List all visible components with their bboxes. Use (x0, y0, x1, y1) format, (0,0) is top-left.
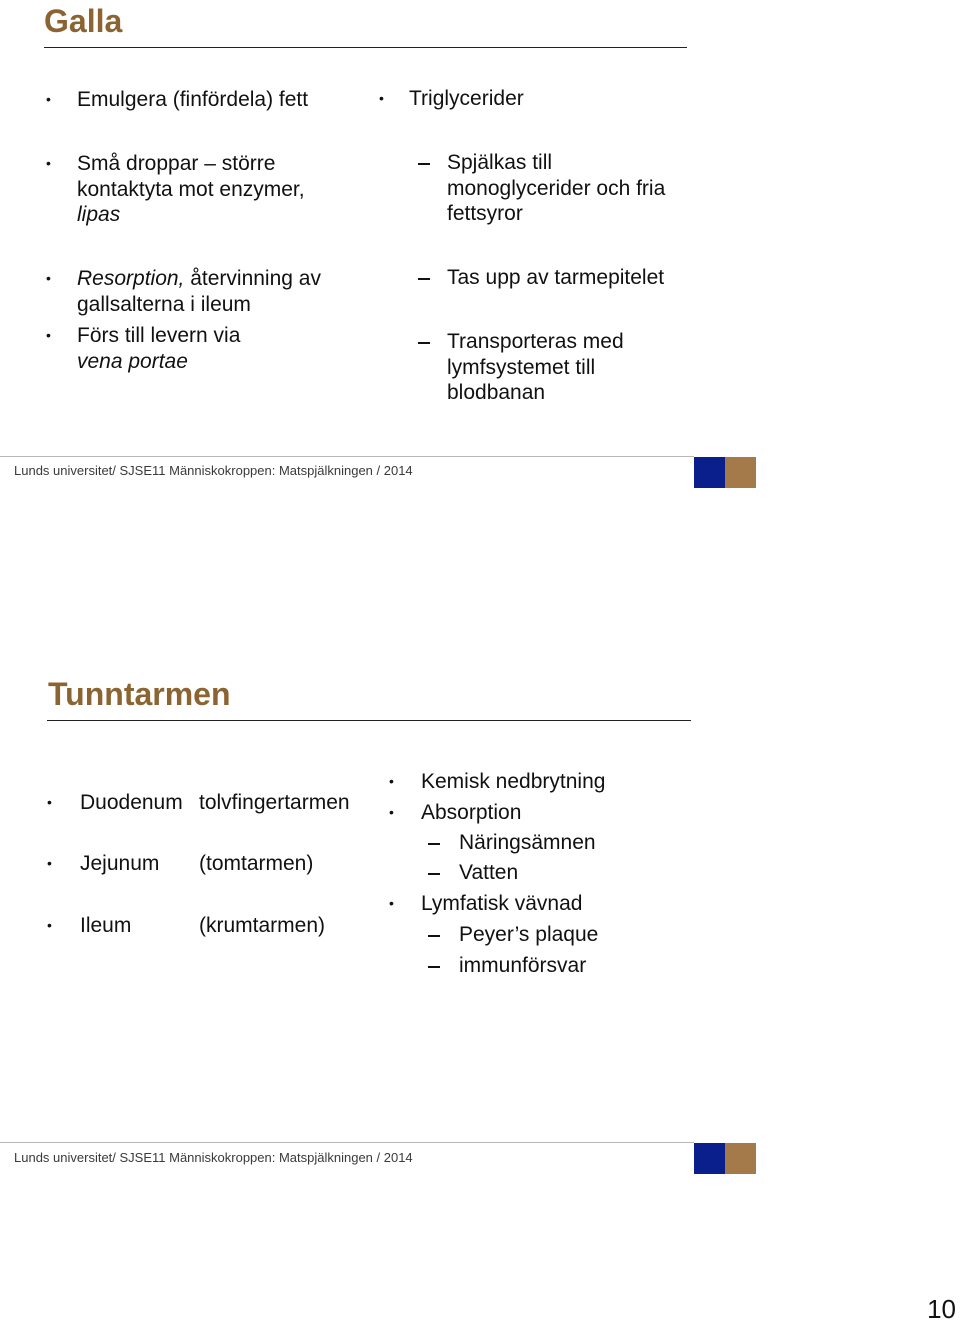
slide1-right-dash-3-line3: blodbanan (447, 381, 546, 404)
bullet: • (47, 794, 52, 810)
resorption-term: Resorption, (77, 267, 185, 290)
slide1-title: Galla (44, 3, 123, 39)
slide1-right-dash-1-line1: Spjälkas till (447, 151, 553, 174)
bullet: • (389, 773, 394, 789)
page-number: 10 (927, 1294, 956, 1324)
slide2-right-bullet-1: Kemisk nedbrytning (421, 770, 606, 793)
slide1-right-dash-3-line2: lymfsystemet till (447, 355, 596, 379)
slide2-right-bullet-2: Absorption (421, 801, 522, 824)
dash (428, 843, 440, 845)
slide2-term-3: Ileum (80, 914, 132, 937)
slide1-left-bullet-2-line1: Små droppar – större (77, 152, 276, 175)
slide2-footer-rule (0, 1142, 694, 1143)
slide1-left-bullet-2-line2: kontaktyta mot enzymer, (77, 177, 305, 201)
slide1-logo-brown-block (725, 457, 756, 488)
dash (428, 966, 440, 968)
slide2-right-dash-4: immunförsvar (459, 954, 587, 977)
dash (418, 342, 430, 344)
dash (418, 278, 430, 280)
slide2-right-dash-2: Vatten (459, 861, 519, 884)
slide1-right-dash-1-line2: monoglycerider och fria (447, 176, 666, 200)
bullet: • (46, 91, 51, 107)
slide2-logo-blue-block (694, 1143, 725, 1174)
slide1-footer-text: Lunds universitet/ SJSE11 Människokroppen: Matspjälkningen / 2014 (14, 463, 413, 478)
slide2-title: Tunntarmen (48, 676, 231, 712)
slide1-right-dash-1-line3: fettsyror (447, 202, 523, 225)
slide1-right-dash-3-line1: Transporteras med (447, 330, 624, 353)
dash (428, 935, 440, 937)
slide1-right-bullet-1: Triglycerider (409, 87, 524, 110)
bullet: • (46, 327, 51, 343)
slide1-left-bullet-3-line1 (77, 266, 321, 292)
slide2-right-bullet-3: Lymfatisk vävnad (421, 892, 583, 915)
slide2-desc-2: (tomtarmen) (199, 852, 314, 875)
slide1-left-bullet-4-line1: Förs till levern via (77, 324, 241, 347)
slide2-term-2: Jejunum (80, 852, 160, 875)
slide2-desc-1: tolvfingertarmen (199, 791, 350, 814)
slide1-title-rule (44, 47, 687, 48)
slide1-footer-rule (0, 456, 694, 457)
slide2-right-dash-1: Näringsämnen (459, 831, 596, 854)
slide1-left-bullet-3-line2: gallsalterna i ileum (77, 292, 251, 316)
slide2-footer-text: Lunds universitet/ SJSE11 Människokroppen: Matspjälkningen / 2014 (14, 1150, 413, 1165)
bullet: • (46, 155, 51, 171)
dash (428, 873, 440, 875)
resorption-rest: återvinning av (184, 267, 321, 290)
bullet: • (379, 90, 384, 106)
slide2-right-dash-3: Peyer’s plaque (459, 923, 599, 946)
slide1-right-dash-2: Tas upp av tarmepitelet (447, 266, 665, 289)
slide1-logo-blue-block (694, 457, 725, 488)
slide1-left-bullet-4-line2: vena portae (77, 349, 188, 373)
slide2-logo-brown-block (725, 1143, 756, 1174)
bullet: • (389, 804, 394, 820)
dash (418, 163, 430, 165)
slide2-title-rule (47, 720, 691, 721)
slide1-left-bullet-1: Emulgera (finfördela) fett (77, 88, 309, 111)
bullet: • (46, 270, 51, 286)
bullet: • (389, 895, 394, 911)
bullet: • (47, 917, 52, 933)
slide1-left-bullet-2-line3: lipas (77, 203, 121, 226)
bullet: • (47, 855, 52, 871)
slide2-desc-3: (krumtarmen) (199, 914, 326, 937)
slide2-term-1: Duodenum (80, 791, 183, 814)
